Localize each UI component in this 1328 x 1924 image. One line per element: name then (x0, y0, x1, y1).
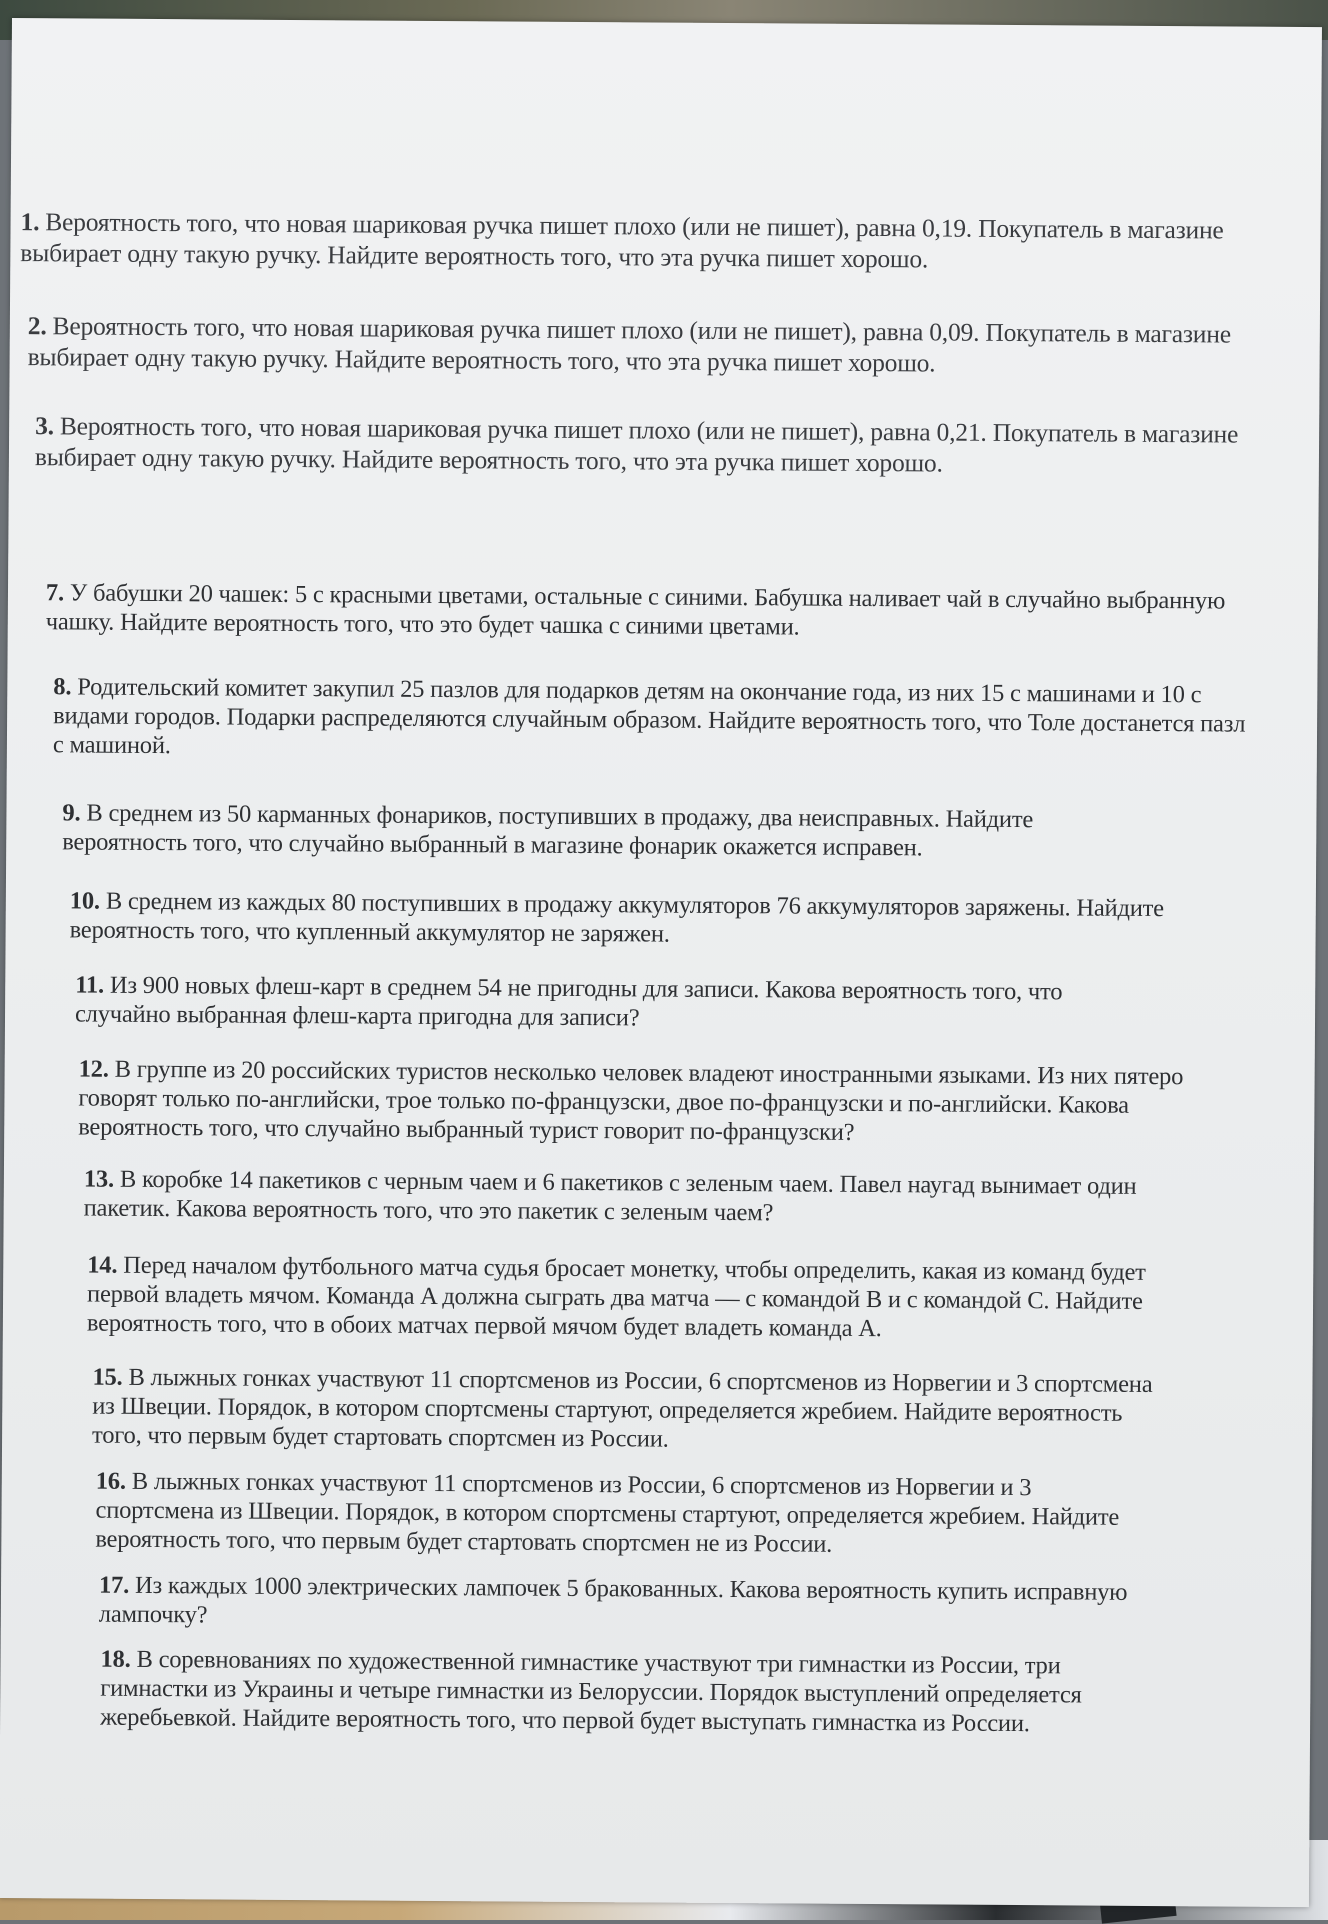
problem-16 (95, 1467, 1146, 1561)
problem-number: 9. (62, 799, 81, 827)
problem-number: 3. (35, 411, 54, 441)
problem-number: 14. (87, 1251, 118, 1279)
problem-15 (92, 1363, 1153, 1457)
problem-7 (46, 578, 1261, 644)
problem-number: 11. (75, 971, 105, 999)
problem-8 (53, 672, 1259, 767)
problem-text: В лыжных гонках участвуют 11 спортсменов из России, 6 спортсменов из Норвегии и 3 спортсмена из Швеции. Порядок, в котором спортсмены стартуют, определяется жребием. Найдите вероятность того, что первым будет стартовать спортсмен из России. (92, 1363, 1153, 1453)
problem-number: 16. (95, 1467, 126, 1495)
problem-number: 7. (45, 579, 65, 607)
problem-18 (100, 1645, 1101, 1739)
problem-number: 17. (98, 1571, 130, 1599)
problem-12 (78, 1054, 1209, 1149)
problem-text: В среднем из каждых 80 поступивших в продажу аккумуляторов 76 аккумуляторов заряжены. Найдите вероятность того, что купленный аккумулятор не заряжен. (69, 887, 1164, 948)
problem-text: Вероятность того, что новая шариковая ручка пишет плохо (или не пишет), равна 0,21. Покупатель в магазине выбирает одну такую ручку. Найдите вероятность того, что эта ручка пишет хорошо. (34, 411, 1239, 478)
problem-14 (87, 1251, 1188, 1346)
problem-text: Перед началом футбольного матча судья бросает монетку, чтобы определить, какая из команд будет первой владеть мячом. Команда A должна сыграть два матча — с командой B и с командой C. Найдите вероятность того, что в обоих матчах первой мячом будет владеть команда A. (86, 1251, 1146, 1343)
problem-number: 1. (20, 207, 40, 237)
problem-number: 8. (53, 673, 72, 701)
problem-text: В соревнованиях по художественной гимнастике участвуют три гимнастки из России, три гимнастки из Украины и четыре гимнастки из Белоруссии. Порядок выступлений определяется жеребьевкой. Найдите вероятность того, что первой будет выступать гимнастка из России. (100, 1645, 1082, 1738)
problem-2 (28, 310, 1293, 381)
problem-number: 18. (100, 1645, 131, 1673)
problem-text: Из каждых 1000 электрических лампочек 5 бракованных. Какова вероятность купить исправную лампочку? (98, 1571, 1128, 1629)
problem-text: У бабушки 20 чашек: 5 с красными цветами, остальные с синими. Бабушка наливает чай в случайно выбранную чашку. Найдите вероятность того, что это будет чашка с синими цветами. (45, 579, 1226, 641)
problem-9 (62, 798, 1142, 864)
problem-13 (84, 1165, 1209, 1231)
problem-17 (99, 1571, 1149, 1636)
problem-text: Из 900 новых флеш-карт в среднем 54 не пригодны для записи. Какова вероятность того, что случайно выбранная флеш-карта пригодна для записи? (74, 971, 1063, 1032)
problem-1 (20, 206, 1295, 277)
problem-number: 13. (83, 1165, 115, 1193)
problem-text: В лыжных гонках участвуют 11 спортсменов из России, 6 спортсменов из Норвегии и 3 спортсмена из Швеции. Порядок, в котором спортсмены стартуют, определяется жребием. Найдите вероятность того, что первым будет стартовать спортсмен не из России. (95, 1467, 1120, 1558)
problem-3 (35, 410, 1290, 481)
problem-11 (75, 970, 1155, 1036)
problem-number: 10. (69, 887, 100, 915)
problem-10 (70, 886, 1170, 952)
problem-text: В среднем из 50 карманных фонариков, поступивших в продажу, два неисправных. Найдите вероятность того, что случайно выбранный в магазине фонарик окажется исправен. (62, 799, 1034, 862)
problem-text: Родительский комитет закупил 25 пазлов для подарков детям на окончание года, из них 15 с машинами и 10 с видами городов. Подарки распределяются случайным образом. Найдите вероятность того, что Толе достанется пазл с машиной. (52, 673, 1246, 760)
problem-number: 15. (92, 1363, 123, 1391)
problem-text: Вероятность того, что новая шариковая ручка пишет плохо (или не пишет), равна 0,19. Покупатель в магазине выбирает одну такую ручку. Найдите вероятность того, что эта ручка пишет хорошо. (20, 207, 1224, 274)
problem-number: 2. (27, 311, 47, 341)
problem-text: В группе из 20 российских туристов несколько человек владеют иностранными языками. Из них пятеро говорят только по-английски, трое только по-французски, двое по-французски и по-английски. Какова вероятность того, что случайно выбранный турист говорит по-французски? (78, 1055, 1184, 1146)
worksheet-paper (0, 18, 1322, 1907)
problem-number: 12. (78, 1055, 109, 1083)
problem-text: Вероятность того, что новая шариковая ручка пишет плохо (или не пишет), равна 0,09. Покупатель в магазине выбирает одну такую ручку. Найдите вероятность того, что эта ручка пишет хорошо. (27, 311, 1231, 378)
problem-text: В коробке 14 пакетиков с черным чаем и 6 пакетиков с зеленым чаем. Павел наугад вынимает один пакетик. Какова вероятность того, что это пакетик с зеленым чаем? (83, 1165, 1137, 1227)
